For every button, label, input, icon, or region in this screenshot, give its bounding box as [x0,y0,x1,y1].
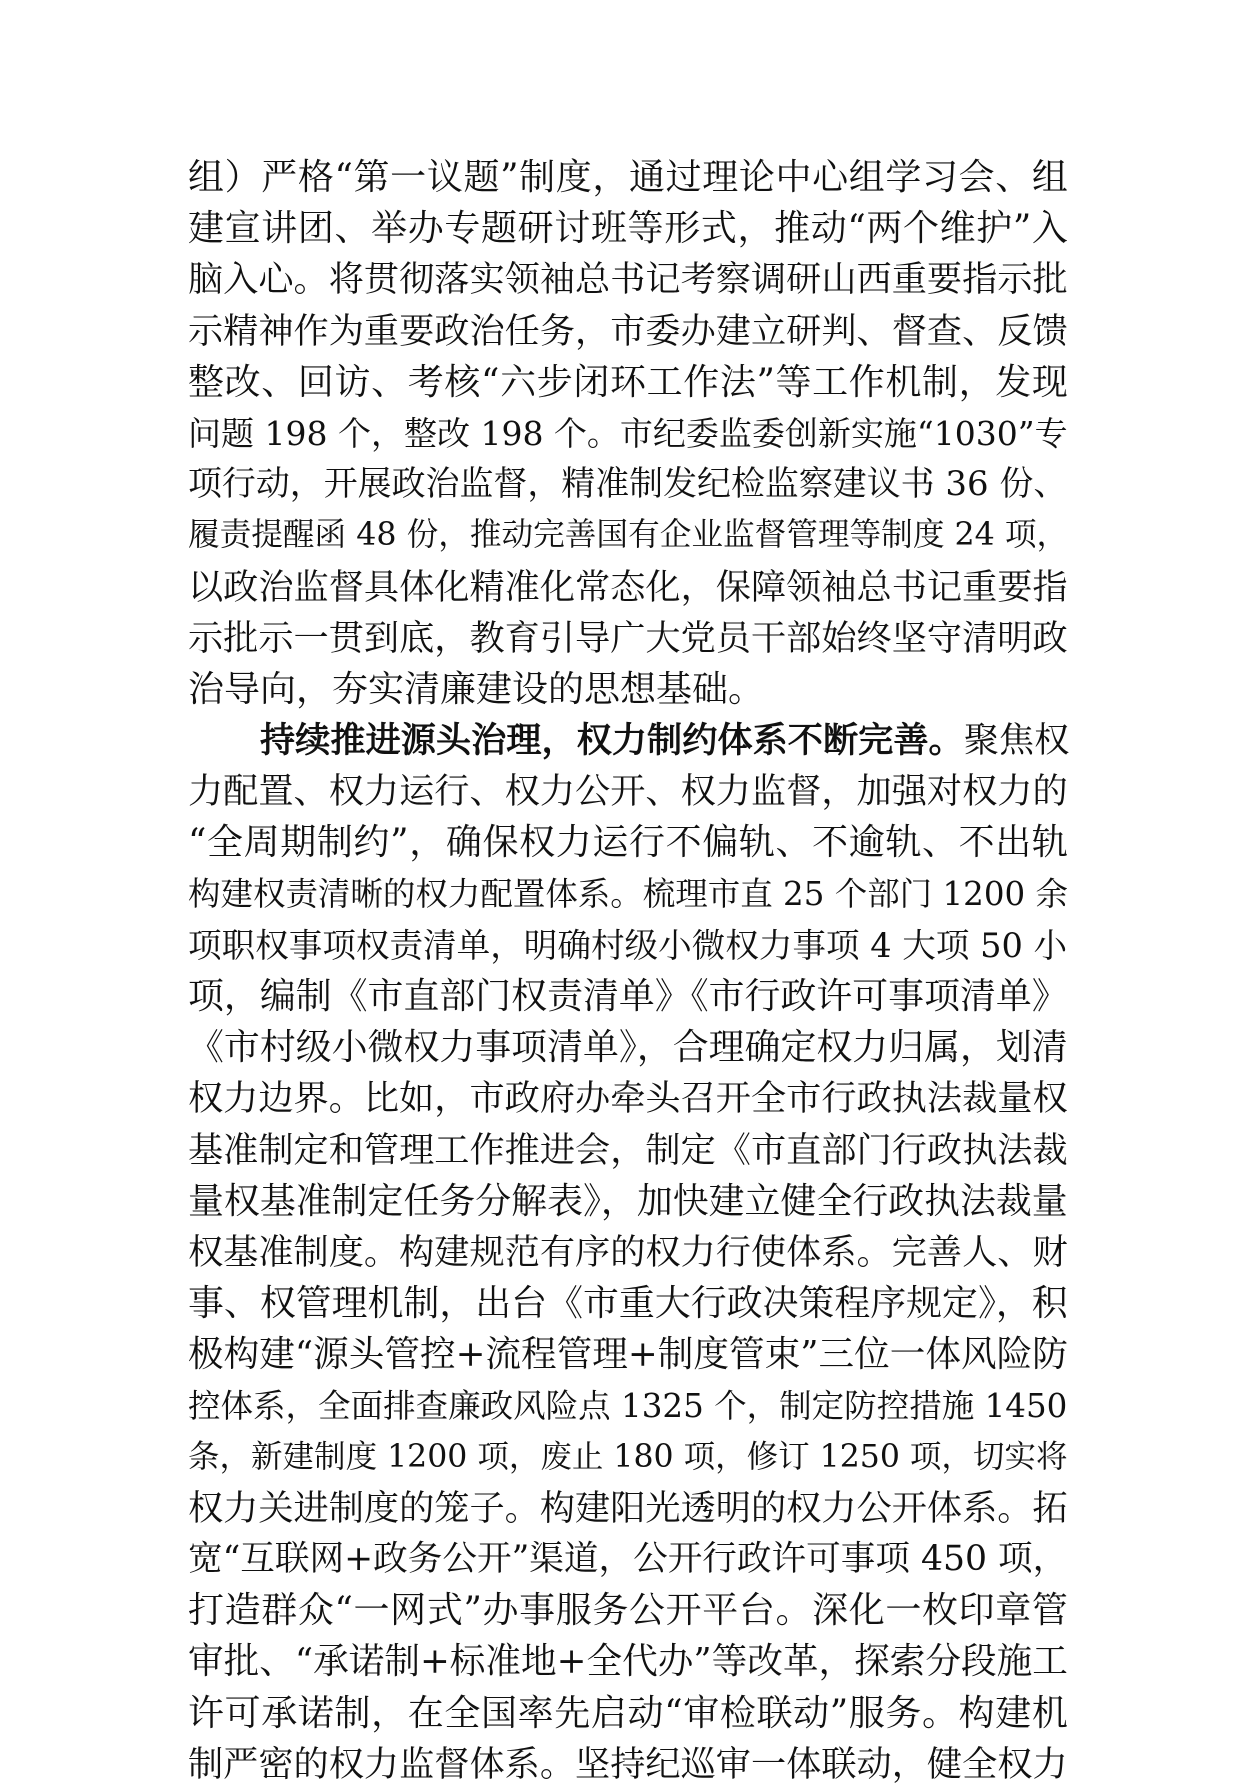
text-line: 持续推进源头治理，权力制约体系不断完善。 聚焦权 [188,715,1068,766]
text-line: 以政治监督具体化精准化常态化，保障领袖总书记重要指 [188,566,1068,608]
paragraph-1 [188,152,1068,715]
body-text [188,152,1068,1790]
text-line: 许可承诺制，在全国率先启动“审检联动”服务。构建机 [188,1692,1069,1734]
text-line: 项职权事项权责清单，明确村级小微权力事项 4 大项 50 小 [188,925,1068,965]
text-line: 《市村级小微权力事项清单》，合理确定权力归属，划清 [188,1027,1068,1069]
text-line: 治导向，夯实清廉建设的思想基础。 [188,668,765,710]
text-line: 问题 198 个，整改 198 个。市纪委监委创新实施“1030”专 [188,413,1068,453]
text-line: 示精神作为重要政治任务，市委办建立研判、督查、反馈 [188,310,1068,352]
text-line: 条，新建制度 1200 项，废止 180 项，修订 1250 项，切实将 [188,1438,1068,1475]
text-line: 量权基准制定任务分解表》，加快建立健全行政执法裁量 [188,1180,1068,1222]
text-line: 权力边界。比如，市政府办牵头召开全市行政执法裁量权 [188,1078,1068,1120]
text-line: 组）严格“第一议题”制度，通过理论中心组学习会、组 [188,157,1069,198]
text-line: 构建权责清晰的权力配置体系。梳理市直 25 个部门 1200 余 [188,874,1068,913]
text-line: 项，编制《市直部门权责清单》《市行政许可事项清单》 [188,976,1068,1017]
text-line: 力配置、权力运行、权力公开、权力监督，加强对权力的 [188,771,1068,813]
text-line: 履责提醒函 48 份，推动完善国有企业监督管理等制度 24 项， [188,517,1069,554]
text-line: 打造群众“一网式”办事服务公开平台。深化一枚印章管 [188,1590,1069,1632]
text-line: 控体系，全面排查廉政风险点 1325 个，制定防控措施 1450 [188,1386,1068,1425]
text-line: 项行动，开展政治监督，精准制发纪检监察建议书 36 份、 [188,464,1068,505]
paragraph-2 [188,715,1068,1790]
text-line: 制严密的权力监督体系。坚持纪巡审一体联动，健全权力 [188,1743,1068,1785]
text-line: 极构建“源头管控+流程管理+制度管束”三位一体风险防 [188,1334,1068,1376]
text-line: “全周期制约”，确保权力运行不偏轨、不逾轨、不出轨 [188,822,1069,864]
text-line: 权基准制度。构建规范有序的权力行使体系。完善人、财 [188,1231,1068,1273]
text-line: 权力关进制度的笼子。构建阳光透明的权力公开体系。拓 [188,1487,1068,1529]
text-line: 宽“互联网+政务公开”渠道，公开行政许可事项 450 项， [188,1539,1068,1580]
text-line: 示批示一贯到底，教育引导广大党员干部始终坚守清明政 [188,617,1068,659]
text-line: 事、权管理机制，出台《市重大行政决策程序规定》，积 [188,1283,1068,1325]
text-line: 审批、“承诺制+标准地+全代办”等改革，探索分段施工 [188,1641,1068,1683]
text-line: 基准制定和管理工作推进会，制定《市直部门行政执法裁 [188,1129,1068,1171]
text-line: 整改、回访、考核“六步闭环工作法”等工作机制，发现 [188,361,1069,403]
text-line: 脑入心。将贯彻落实领袖总书记考察调研山西重要指示批 [188,259,1068,301]
text-line: 建宣讲团、举办专题研讨班等形式，推动“两个维护”入 [188,208,1069,250]
section-heading: 持续推进源头治理，权力制约体系不断完善。 [260,720,964,762]
